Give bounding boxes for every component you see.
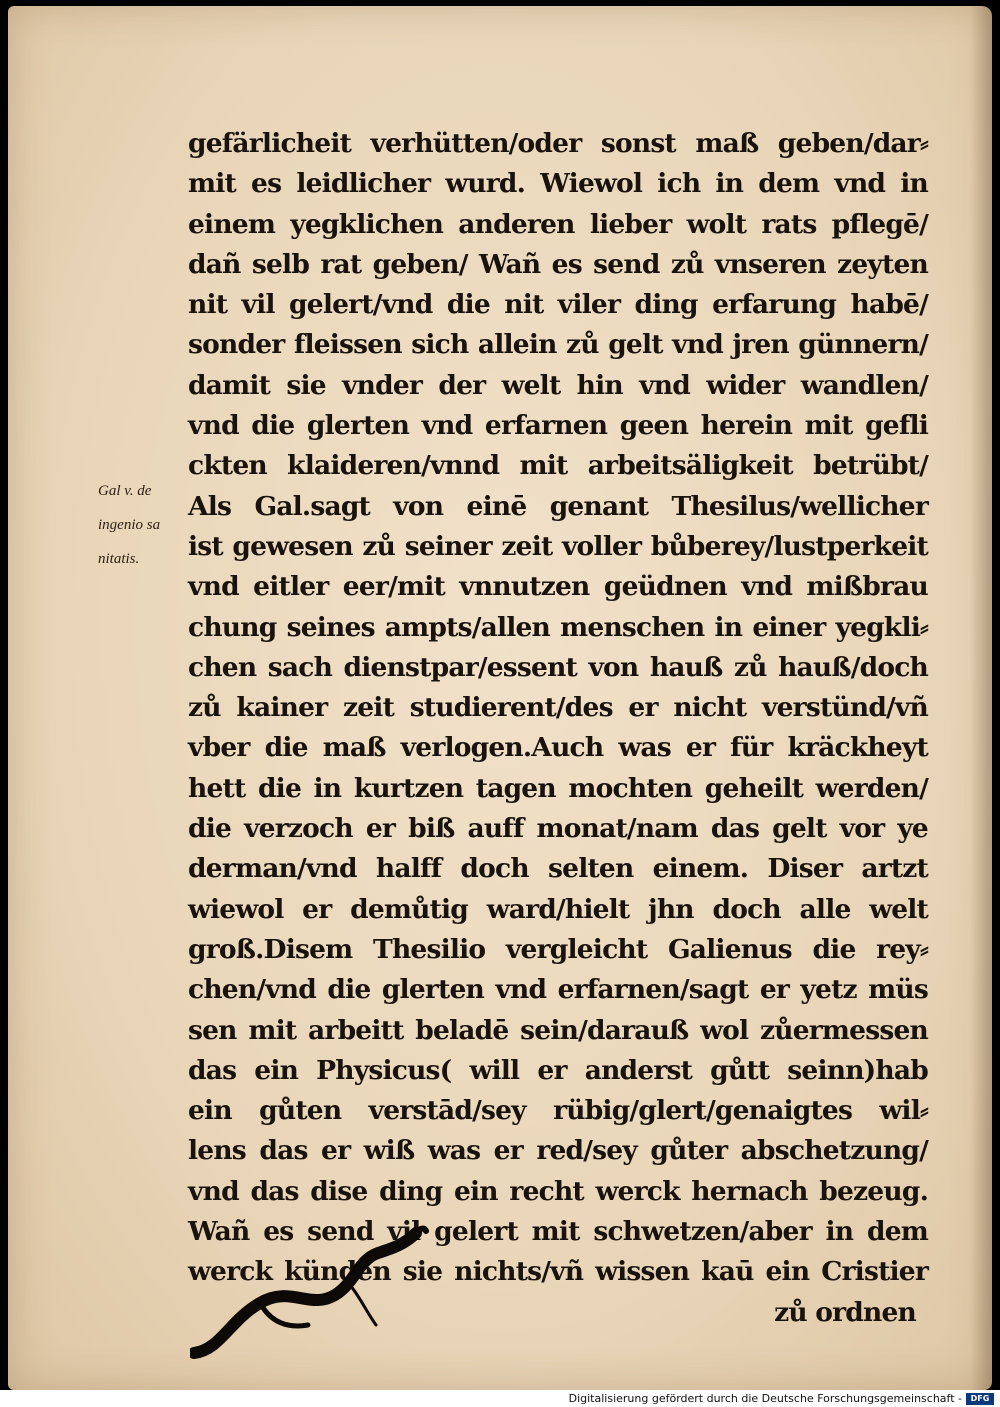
page-edge-shadow bbox=[970, 6, 992, 1390]
text-line: ist gewesen zů seiner zeit voller bůberey/lustperkeit bbox=[188, 530, 928, 562]
dfg-logo-icon: DFG bbox=[966, 1393, 994, 1405]
ink-scribble bbox=[190, 1225, 430, 1365]
text-line: chung seines ampts/allen menschen in einer yegkli⸗ bbox=[188, 611, 928, 643]
text-line: vber die maß verlogen.Auch was er für kräckheyt bbox=[188, 732, 928, 764]
text-line: ckten klaideren/vnnd mit arbeitsäligkeit betrübt/ bbox=[188, 450, 928, 482]
text-line: chen/vnd die glerten vnd erfarnen/sagt er yetz müs bbox=[188, 974, 928, 1006]
text-line: lens das er wiß was er red/sey gůter abschetzung/ bbox=[188, 1135, 928, 1167]
text-line: ein gůten verstād/sey rübig/glert/genaigtes wil⸗ bbox=[188, 1095, 928, 1127]
text-line: wiewol er demůtig ward/hielt jhn doch alle welt bbox=[188, 893, 928, 925]
text-line: die verzoch er biß auff monat/nam das gelt vor ye bbox=[188, 813, 928, 845]
text-line: zů kainer zeit studierent/des er nicht verstünd/vñ bbox=[188, 692, 928, 724]
catchword: zů ordnen bbox=[774, 1296, 916, 1328]
text-line: sonder fleissen sich allein zů gelt vnd jren günnern/ bbox=[188, 329, 928, 361]
text-line: chen sach dienstpar/essent von hauß zů hauß/doch bbox=[188, 651, 928, 683]
text-line: Als Gal.sagt von einē genant Thesilus/wellicher bbox=[188, 490, 928, 522]
text-line: vnd eitler eer/mit vnnutzen geüdnen vnd mißbrau bbox=[188, 571, 928, 603]
text-line: derman/vnd halff doch selten einem. Diser artzt bbox=[188, 853, 928, 885]
text-line: gefärlicheit verhütten/oder sonst maß geben/dar⸗ bbox=[188, 128, 928, 159]
text-line: nit vil gelert/vnd die nit viler ding erfarung habē/ bbox=[188, 289, 928, 321]
text-line: das ein Physicus( will er anderst gůtt seinn)hab bbox=[188, 1054, 928, 1086]
text-line: hett die in kurtzen tagen mochten geheilt werden/ bbox=[188, 772, 928, 804]
footer-bar bbox=[0, 1390, 1000, 1407]
text-line: dañ selb rat geben/ Wañ es send zů vnseren zeyten bbox=[188, 248, 928, 280]
funding-credit: Digitalisierung gefördert durch die Deutsche Forschungsgemeinschaft - bbox=[568, 1392, 962, 1405]
text-line: sen mit arbeitt beladē sein/darauß wol zůermessen bbox=[188, 1014, 928, 1046]
marginal-note-line: ingenio sa bbox=[98, 517, 161, 533]
text-line: damit sie vnder der welt hin vnd wider wandlen/ bbox=[188, 369, 928, 401]
text-line: vnd das dise ding ein recht werck hernach bezeug. bbox=[188, 1175, 928, 1207]
marginal-note-line: nitatis. bbox=[98, 551, 140, 567]
text-line: vnd die glerten vnd erfarnen geen herein mit gefli bbox=[188, 410, 928, 442]
text-line: einem yegklichen anderen lieber wolt rats pflegē/ bbox=[188, 208, 928, 240]
text-line: mit es leidlicher wurd. Wiewol ich in dem vnd in bbox=[188, 168, 928, 200]
marginal-note-line: Gal v. de bbox=[98, 483, 152, 499]
marginal-note bbox=[98, 474, 188, 576]
text-line: groß.Disem Thesilio vergleicht Galienus die rey⸗ bbox=[188, 933, 928, 965]
body-text bbox=[188, 124, 928, 1333]
text-line: Wañ es send vil gelert mit schwetzen/aber in dem bbox=[188, 1216, 928, 1248]
text-line: werck künden sie nichts/vñ wissen kaū ein Cristier bbox=[188, 1256, 928, 1288]
